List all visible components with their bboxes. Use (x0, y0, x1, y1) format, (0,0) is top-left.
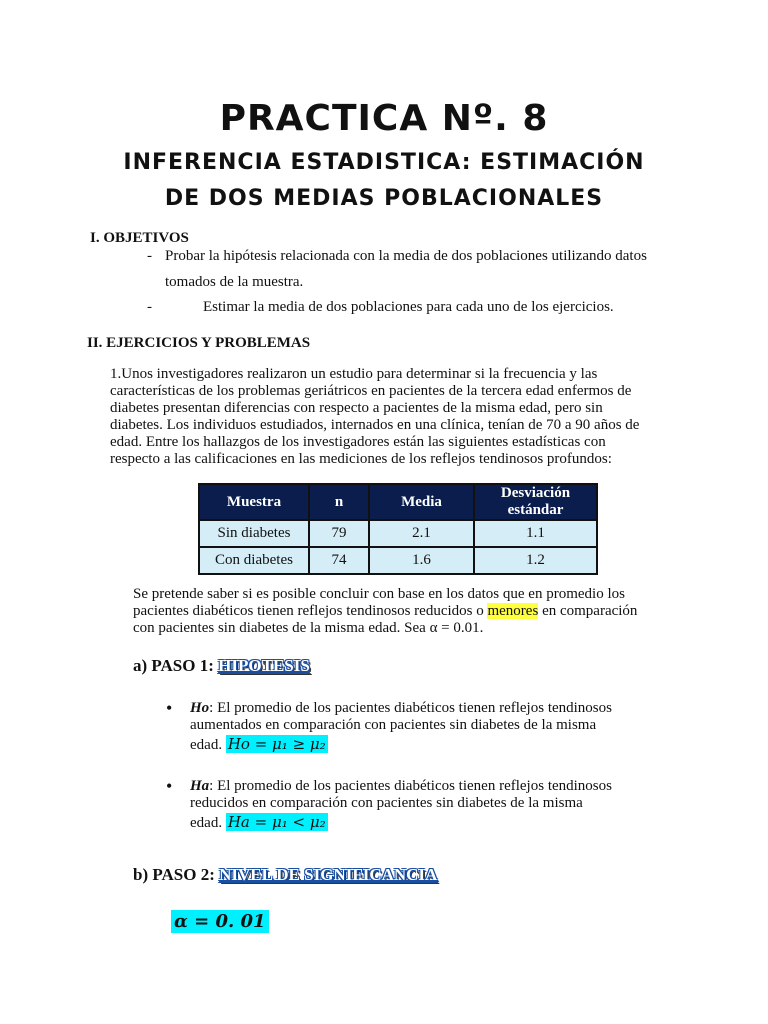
col-header-muestra: Muestra (199, 484, 309, 520)
stats-table (198, 483, 598, 575)
ejercicio-1-line: edad. Entre los hallazgos de los investigadores están las siguientes estadísticas con (110, 434, 606, 450)
alpha-value (171, 911, 269, 932)
objetivo-1-line2: tomados de la muestra. (165, 274, 304, 290)
ejercicio-1-text (110, 366, 658, 468)
question-line2 (133, 603, 658, 620)
objetivo-2: Estimar la media de dos poblaciones para cada uno de los ejercicios. (203, 299, 614, 315)
ejercicio-1-line: 1.Unos investigadores realizaron un estudio para determinar si la frecuencia y las (110, 366, 598, 382)
ha-label: Ha (190, 778, 210, 794)
cell-n: 74 (309, 547, 369, 574)
paso2-label: b) PASO 2: (133, 865, 215, 884)
ejercicios-heading: II. EJERCICIOS Y PROBLEMAS (87, 335, 311, 351)
table-row (199, 520, 597, 547)
ha-line2: reducidos en comparación con pacientes sin diabetes de la misma (190, 795, 583, 811)
ejercicio-1-line: características de los problemas geriátricos en pacientes de la tercera edad enfermos de (110, 383, 632, 399)
page-subtitle-line1: INFERENCIA ESTADISTICA: ESTIMACIÓN (123, 150, 645, 175)
paso1-label: a) PASO 1: (133, 656, 214, 675)
cell-muestra: Con diabetes (199, 547, 309, 574)
ho-text (190, 700, 658, 754)
col-header-desviacion: Desviación estándar (474, 484, 597, 520)
bullet-icon: • (166, 776, 173, 796)
ha-line1-text: : El promedio de los pacientes diabéticos tienen reflejos tendinosos (209, 778, 612, 794)
ho-line1 (190, 700, 658, 717)
paso2-title: NIVEL DE SIGNIFICANCIA (219, 865, 438, 884)
question-line2-a: pacientes diabéticos tienen reflejos tendinosos reducidos o (133, 603, 484, 619)
table-header-row (199, 484, 597, 520)
ho-line1-text: : El promedio de los pacientes diabéticos tienen reflejos tendinosos (209, 700, 612, 716)
cell-muestra: Sin diabetes (199, 520, 309, 547)
cell-n: 79 (309, 520, 369, 547)
cell-media: 2.1 (369, 520, 474, 547)
paso1-heading (133, 656, 310, 676)
page-subtitle-line2: DE DOS MEDIAS POBLACIONALES (164, 186, 604, 211)
ho-line3 (190, 736, 658, 754)
cell-desviacion: 1.2 (474, 547, 597, 574)
question-text (133, 586, 658, 637)
table-row (199, 547, 597, 574)
question-line2-b: en comparación (542, 603, 638, 619)
ha-formula: Ha = μ₁ < μ₂ (227, 813, 326, 831)
cell-desviacion: 1.1 (474, 520, 597, 547)
paso1-title: HIPOTESIS (218, 656, 310, 675)
ho-formula: Ho = μ₁ ≥ μ₂ (227, 735, 326, 753)
question-line1: Se pretende saber si es posible concluir con base en los datos que en promedio los (133, 586, 625, 602)
bullet-icon: • (166, 698, 173, 718)
ejercicio-1-line: respecto a las calificaciones en las mediciones de los reflejos tendinosos profundos: (110, 451, 612, 467)
col-header-media: Media (369, 484, 474, 520)
alpha-formula: α = 0. 01 (171, 910, 269, 933)
ha-line3-text: edad. (190, 815, 223, 831)
col-header-n: n (309, 484, 369, 520)
ho-label: Ho (190, 700, 210, 716)
page-title: PRACTICA Nº. 8 (219, 98, 549, 139)
ejercicio-1-line: diabetes presentan diferencias con respecto a pacientes de la misma edad, pero sin (110, 400, 603, 416)
objetivo-dash-2: - (147, 299, 152, 315)
question-line3: con pacientes sin diabetes de la misma edad. Sea α = 0.01. (133, 620, 484, 636)
ha-line1 (190, 778, 658, 795)
ho-line2: aumentados en comparación con pacientes sin diabetes de la misma (190, 717, 597, 733)
objetivos-heading: I. OBJETIVOS (90, 230, 189, 246)
highlight-menores: menores (487, 603, 539, 619)
objetivo-dash-1: - (147, 248, 152, 264)
paso2-heading (133, 865, 437, 885)
cell-media: 1.6 (369, 547, 474, 574)
ha-line3 (190, 814, 658, 832)
ha-text (190, 778, 658, 832)
ho-line3-text: edad. (190, 737, 223, 753)
ejercicio-1-line: diabetes. Los individuos estudiados, internados en una clínica, tenían de 70 a 90 años de (110, 417, 640, 433)
objetivo-1-line1: Probar la hipótesis relacionada con la media de dos poblaciones utilizando datos (165, 248, 647, 264)
